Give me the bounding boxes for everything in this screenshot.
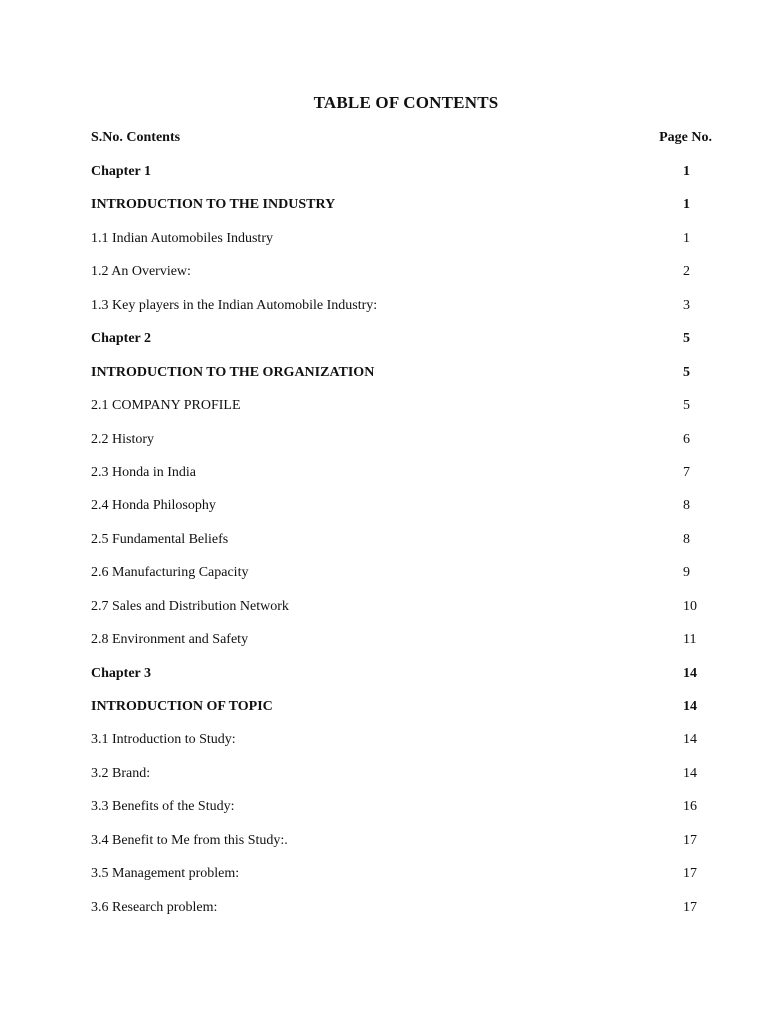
toc-entry-page: 5 (683, 331, 690, 347)
toc-entry-label: INTRODUCTION OF TOPIC (91, 699, 273, 714)
toc-entry-page: 3 (683, 297, 690, 313)
toc-entry (91, 298, 711, 331)
toc-list (91, 164, 711, 933)
toc-entry-label: 2.6 Manufacturing Capacity (91, 565, 249, 581)
toc-entry (91, 666, 711, 699)
page-title: TABLE OF CONTENTS (313, 93, 499, 112)
toc-entry-label: 3.3 Benefits of the Study: (91, 799, 235, 815)
toc-entry (91, 833, 711, 866)
toc-entry-page: 17 (683, 899, 697, 915)
toc-entry-page: 1 (683, 197, 690, 213)
toc-header (91, 130, 712, 148)
toc-entry (91, 498, 711, 531)
toc-entry-page: 10 (683, 598, 697, 614)
toc-entry-page: 6 (683, 431, 690, 447)
toc-entry (91, 866, 711, 899)
toc-entry (91, 799, 711, 832)
toc-entry-page: 11 (683, 632, 697, 648)
toc-entry (91, 398, 711, 431)
toc-entry-label: 3.5 Management problem: (91, 866, 240, 882)
toc-entry-page: 17 (683, 866, 697, 882)
toc-entry-page: 8 (683, 498, 690, 514)
toc-header-page-no: Page No. (659, 130, 712, 145)
toc-entry (91, 599, 711, 632)
toc-entry-label: 3.6 Research problem: (91, 899, 218, 915)
toc-entry-page: 5 (683, 398, 690, 414)
toc-entry-label: 3.1 Introduction to Study: (91, 732, 236, 748)
toc-entry (91, 231, 711, 264)
toc-entry-page: 14 (683, 699, 697, 714)
toc-entry-label: Chapter 2 (91, 331, 152, 347)
toc-entry-label: 3.2 Brand: (91, 765, 151, 781)
toc-entry-label: 1.2 An Overview: (91, 264, 191, 280)
toc-entry-label: 2.5 Fundamental Beliefs (91, 531, 229, 547)
toc-entry-page: 2 (683, 264, 690, 280)
toc-entry (91, 565, 711, 598)
toc-entry-page: 1 (683, 230, 690, 246)
toc-entry-label: 1.1 Indian Automobiles Industry (91, 230, 273, 246)
toc-entry-label: 2.3 Honda in India (91, 464, 196, 480)
toc-entry (91, 365, 711, 398)
toc-entry (91, 900, 711, 933)
toc-entry (91, 732, 711, 765)
toc-entry-label: 3.4 Benefit to Me from this Study:. (91, 832, 288, 848)
toc-entry (91, 264, 711, 297)
toc-entry-page: 14 (683, 665, 697, 681)
toc-entry-page: 5 (683, 364, 690, 380)
toc-entry-page: 8 (683, 531, 690, 547)
toc-entry-page: 9 (683, 565, 690, 581)
toc-entry-label: 2.8 Environment and Safety (91, 632, 249, 648)
toc-entry-page: 14 (683, 765, 697, 781)
toc-entry-page: 16 (683, 799, 697, 815)
toc-entry-page: 14 (683, 732, 697, 748)
toc-entry (91, 331, 711, 364)
toc-entry-label: 2.2 History (91, 431, 154, 447)
toc-entry-label: 2.4 Honda Philosophy (91, 498, 216, 514)
toc-entry-page: 1 (683, 164, 690, 179)
toc-entry-label: 2.7 Sales and Distribution Network (91, 598, 289, 614)
toc-entry-label: 2.1 COMPANY PROFILE (91, 398, 241, 414)
toc-entry (91, 632, 711, 665)
toc-entry (91, 766, 711, 799)
toc-entry-label: Chapter 3 (91, 665, 152, 681)
toc-header-contents: S.No. Contents (91, 130, 181, 145)
toc-entry (91, 197, 711, 230)
toc-entry-page: 17 (683, 832, 697, 848)
toc-entry-label: INTRODUCTION TO THE INDUSTRY (91, 197, 336, 213)
toc-entry-label: Chapter 1 (91, 164, 152, 179)
toc-entry-label: INTRODUCTION TO THE ORGANIZATION (91, 364, 375, 380)
toc-entry-page: 7 (683, 464, 690, 480)
toc-entry (91, 164, 711, 197)
toc-entry-label: 1.3 Key players in the Indian Automobile Industry: (91, 297, 378, 313)
toc-entry (91, 699, 711, 732)
toc-entry (91, 432, 711, 465)
toc-entry (91, 465, 711, 498)
toc-entry (91, 532, 711, 565)
